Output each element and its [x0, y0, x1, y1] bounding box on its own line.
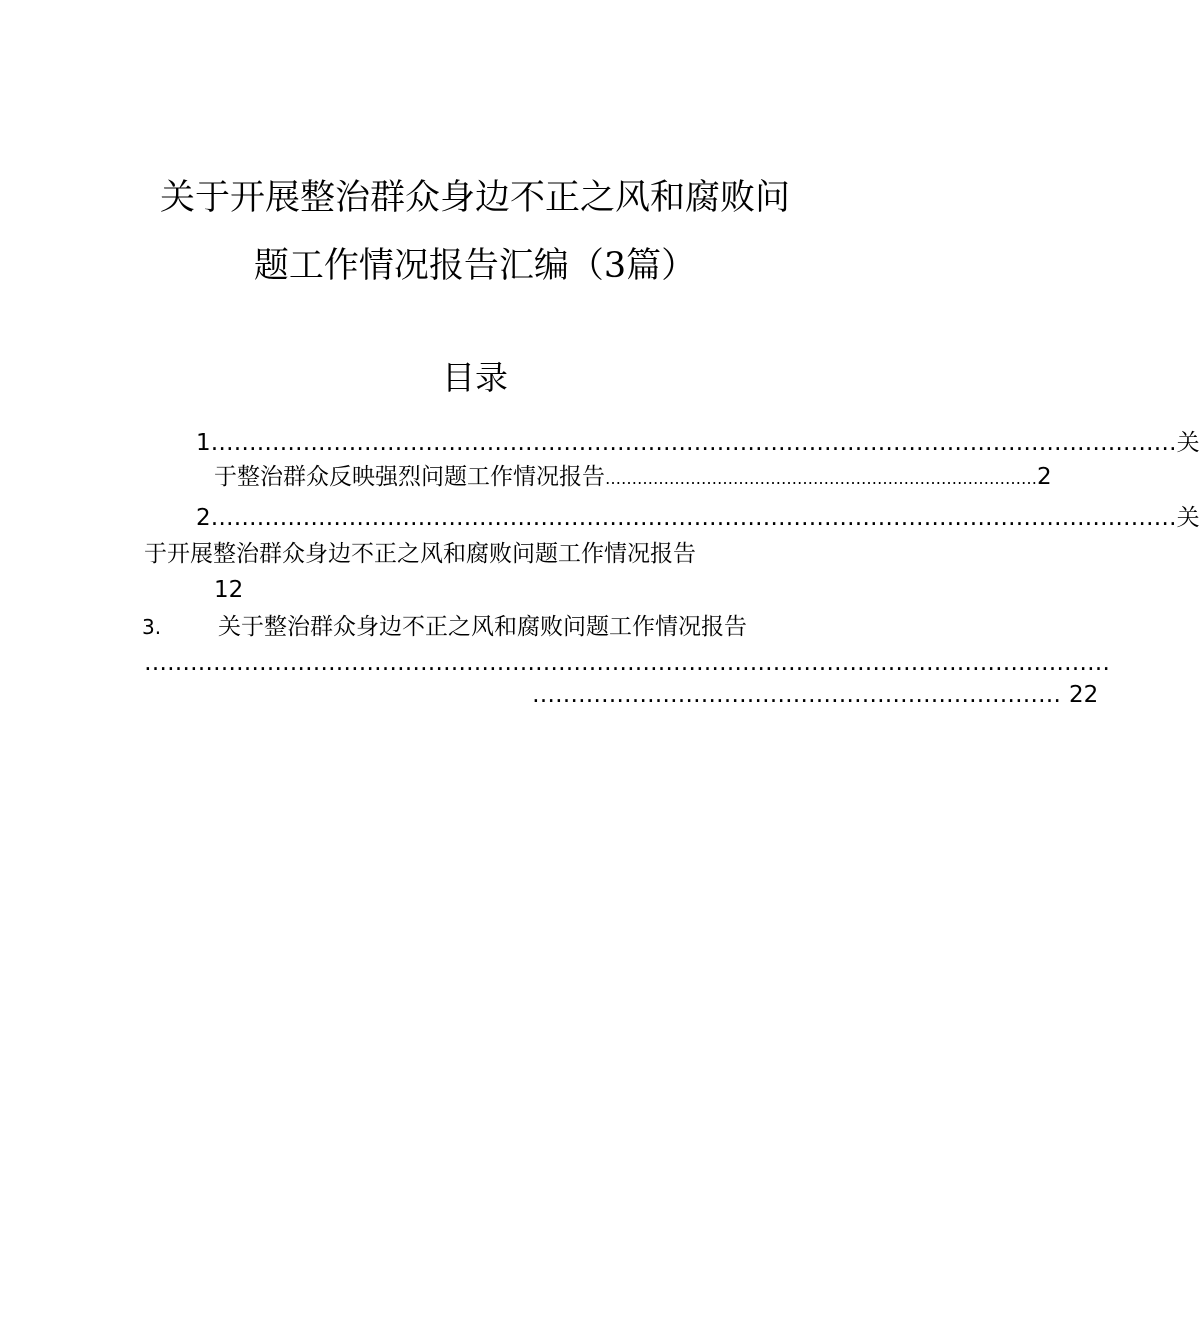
toc-entry-3-title: 关于整治群众身边不正之风和腐败问题工作情况报告: [218, 614, 747, 640]
toc-entry-1-number: 1: [196, 430, 211, 456]
toc-leader-dots: ………………………………………………………………………: [605, 469, 1037, 488]
toc-entry-1-line-1[interactable]: [196, 428, 1200, 458]
toc-entry-3-page: 22: [1069, 682, 1099, 708]
toc-entry-3-page-line[interactable]: [532, 680, 1099, 710]
toc-entry-1-title-rest: 于整治群众反映强烈问题工作情况报告: [214, 464, 605, 490]
toc-leader-dots: ………………………………………………………………………………………………………………: [210, 505, 1177, 531]
toc-entry-2-title-rest: 于开展整治群众身边不正之风和腐败问题工作情况报告: [144, 541, 696, 567]
toc-leader-dots: ……………………………………………………………: [532, 682, 1061, 708]
document-title-line-2: 题工作情况报告汇编（3篇）: [253, 246, 697, 286]
toc-heading: 目录: [442, 358, 508, 397]
toc-entry-3-title-line[interactable]: [218, 612, 810, 642]
toc-entry-2-line-3[interactable]: [214, 575, 294, 605]
toc-entry-2-title-start: 关: [1176, 505, 1200, 531]
toc-entry-1-page: 2: [1037, 464, 1052, 490]
document-title-line-1: 关于开展整治群众身边不正之风和腐败问: [159, 178, 790, 218]
toc-entry-2-line-2[interactable]: [144, 539, 804, 569]
toc-entry-1-title-start: 关: [1176, 430, 1200, 456]
toc-entry-2-line-1[interactable]: [196, 503, 1200, 533]
toc-entry-3-number: 3.: [142, 615, 162, 639]
toc-entry-3-number-line[interactable]: [142, 612, 202, 642]
toc-leader-dots: ………………………………………………………………………………………………………………: [210, 430, 1177, 456]
toc-entry-2-number: 2: [196, 505, 211, 531]
toc-entry-1-line-2[interactable]: [214, 462, 1052, 494]
toc-entry-2-page: 12: [214, 577, 244, 603]
toc-leader-dots: ………………………………………………………………………………………………………………: [144, 650, 1110, 676]
toc-entry-3-leader-line: [144, 648, 1110, 678]
